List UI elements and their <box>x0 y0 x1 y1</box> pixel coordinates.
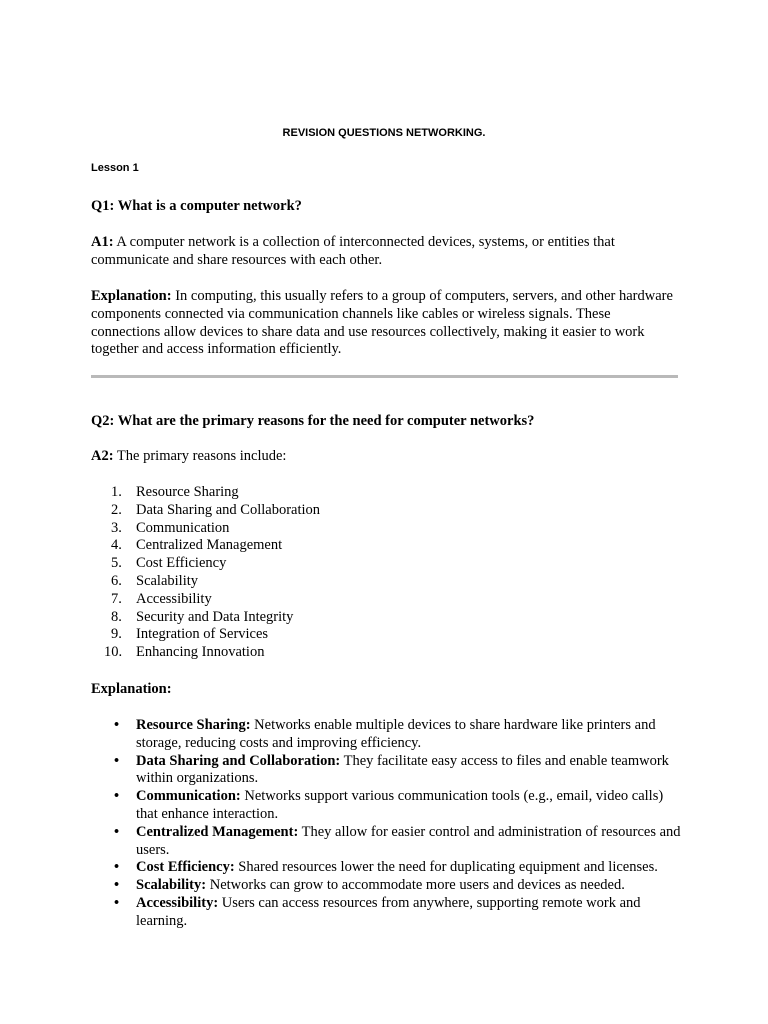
reason-number: 6. <box>111 572 122 589</box>
explanation-text: Shared resources lower the need for duplicating equipment and licenses. <box>234 859 658 876</box>
reason-number: 3. <box>111 519 122 536</box>
reason-item <box>91 484 681 502</box>
reason-number: 8. <box>111 608 122 625</box>
document-title: REVISION QUESTIONS NETWORKING. <box>282 127 486 139</box>
reason-text: Resource Sharing <box>136 484 239 500</box>
explanation-text: Networks support various communication tools (e.g., email, video calls) that enhance interaction. <box>136 788 664 822</box>
reason-number: 9. <box>111 626 122 643</box>
explanation-item <box>91 788 681 824</box>
reason-text: Integration of Services <box>136 626 269 643</box>
reason-item <box>91 609 681 627</box>
q2-explanation-label: Explanation: <box>91 681 172 697</box>
q2-explanation-heading <box>91 681 681 699</box>
reason-text: Cost Efficiency <box>136 555 227 572</box>
explanation-item <box>91 717 681 753</box>
horizontal-divider <box>91 375 678 378</box>
explanation-text: Networks can grow to accommodate more users and devices as needed. <box>206 877 625 894</box>
q1-explanation-label: Explanation: <box>91 288 172 304</box>
explanation-term: Scalability: <box>136 877 207 894</box>
reason-number: 2. <box>111 501 122 518</box>
reason-text: Accessibility <box>136 590 212 607</box>
bullet-icon: • <box>114 877 120 894</box>
q1-answer-text: A computer network is a collection of interconnected devices, systems, or entities that communicate and share resources with each other. <box>91 234 615 268</box>
q1-answer-label: A1: <box>91 234 114 250</box>
bullet-icon: • <box>114 717 120 733</box>
q1-explanation <box>91 288 681 359</box>
reason-text: Communication <box>136 519 230 536</box>
explanation-term: Cost Efficiency: <box>136 859 235 876</box>
reason-item <box>91 537 681 555</box>
explanation-item <box>91 859 681 877</box>
q2-answer-label: A2: <box>91 448 114 464</box>
explanation-item <box>91 895 681 931</box>
reason-item <box>91 626 681 644</box>
q1-answer <box>91 234 681 270</box>
explanation-item <box>91 877 681 895</box>
bullet-icon: • <box>114 859 120 876</box>
explanation-term: Resource Sharing: <box>136 717 251 733</box>
explanation-term: Communication: <box>136 788 241 805</box>
explanation-term: Accessibility: <box>136 894 219 911</box>
reason-number: 1. <box>111 484 122 500</box>
explanation-item <box>91 753 681 789</box>
explanation-text: Users can access resources from anywhere, supporting remote work and learning. <box>136 894 641 929</box>
explanation-text: They facilitate easy access to files and enable teamwork within organizations. <box>136 752 669 787</box>
reason-number: 5. <box>111 555 122 572</box>
reason-item <box>91 573 681 591</box>
lesson-heading: Lesson 1 <box>91 162 139 174</box>
explanation-term: Centralized Management: <box>136 823 299 840</box>
reasons-list <box>91 484 681 662</box>
bullet-icon: • <box>114 788 120 805</box>
explanation-text: They allow for easier control and administration of resources and users. <box>136 823 681 858</box>
reason-item <box>91 520 681 538</box>
reasons-list-wrapper <box>91 484 681 662</box>
reason-number: 4. <box>111 537 122 554</box>
explanations-list-wrapper <box>91 717 681 931</box>
q1-question: Q1: What is a computer network? <box>91 198 302 214</box>
reason-text: Enhancing Innovation <box>136 644 265 661</box>
reason-item <box>91 644 681 662</box>
reason-item <box>91 555 681 573</box>
explanations-list <box>91 717 681 931</box>
reason-number: 10. <box>104 644 123 661</box>
q2-question: Q2: What are the primary reasons for the need for computer networks? <box>91 413 535 429</box>
reason-item <box>91 502 681 520</box>
reason-text: Centralized Management <box>136 537 283 554</box>
reason-text: Scalability <box>136 572 199 589</box>
q1-explanation-text: In computing, this usually refers to a group of computers, servers, and other hardware components connected via communication channels like cables or wireless signals. These connections allow devices to share data and use resources collectively, making it easier to work together and access information efficiently. <box>91 288 673 358</box>
bullet-icon: • <box>114 823 120 840</box>
bullet-icon: • <box>114 894 120 911</box>
reason-item <box>91 591 681 609</box>
explanation-term: Data Sharing and Collaboration: <box>136 752 341 769</box>
reason-text: Security and Data Integrity <box>136 608 294 625</box>
bullet-icon: • <box>114 752 120 769</box>
explanation-text: Networks enable multiple devices to share hardware like printers and storage, reducing costs and improving efficiency. <box>136 717 656 751</box>
reason-number: 7. <box>111 590 122 607</box>
q2-answer <box>91 448 681 466</box>
reason-text: Data Sharing and Collaboration <box>136 501 321 518</box>
q2-answer-text: The primary reasons include: <box>113 448 287 464</box>
explanation-item <box>91 824 681 860</box>
